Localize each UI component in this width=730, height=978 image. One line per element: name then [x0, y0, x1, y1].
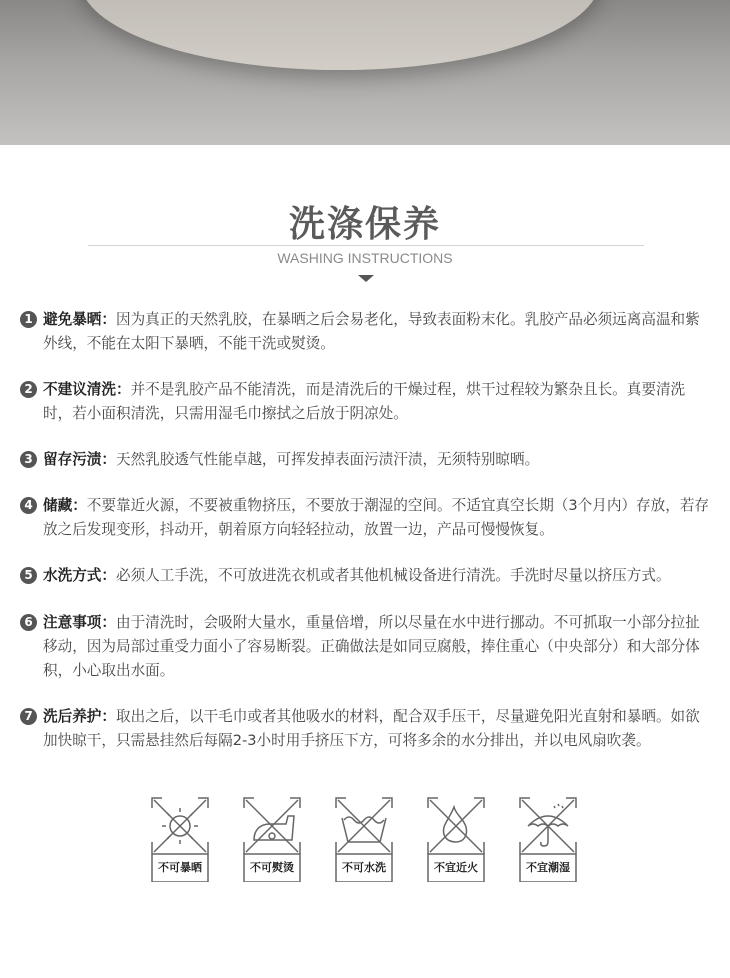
divider [88, 245, 644, 246]
no-sun-icon [150, 796, 210, 882]
item-text: 因为真正的天然乳胶，在暴晒之后会易老化，导致表面粉末化。乳胶产品必须远离高温和紫外线，不能在太阳下暴晒，不能干洗或熨烫。 [43, 311, 700, 352]
number-badge: 1 [20, 311, 37, 328]
item-label: 留存污渍： [43, 451, 116, 468]
product-photo-banner [0, 0, 730, 145]
item-label: 避免暴晒： [43, 311, 116, 328]
number-badge: 2 [20, 381, 37, 398]
icon-label: 不可水洗 [342, 861, 386, 874]
number-badge: 6 [20, 614, 37, 631]
instruction-item [20, 494, 710, 542]
number-badge: 7 [20, 708, 37, 725]
no-wash-icon [334, 796, 394, 882]
number-badge: 5 [20, 567, 37, 584]
instruction-item [20, 705, 710, 753]
item-text: 取出之后，以干毛巾或者其他吸水的材料，配合双手压干，尽量避免阳光直射和暴晒。如欲加快晾干，只需悬挂然后每隔2-3小时用手挤压下方，可将多余的水分排出，并以电风扇吹袭。 [43, 708, 700, 749]
page-title: 洗涤保养 [288, 204, 441, 245]
item-text: 由于清洗时，会吸附大量水，重量倍增，所以尽量在水中进行挪动。不可抓取一小部分拉扯移动，因为局部过重受力面小了容易断裂。正确做法是如同豆腐般，捧住重心（中央部分）和大部分体积，小心取出水面。 [43, 614, 700, 679]
item-label: 水洗方式： [43, 567, 116, 584]
triangle-down-icon [358, 275, 374, 282]
item-text: 并不是乳胶产品不能清洗，而是清洗后的干燥过程，烘干过程较为繁杂且长。真要清洗时，若小面积清洗，只需用湿毛巾擦拭之后放于阴凉处。 [43, 381, 686, 422]
no-iron-icon [242, 796, 302, 882]
instruction-item [20, 564, 710, 588]
icon-label: 不可熨烫 [250, 861, 294, 874]
no-fire-icon [426, 796, 486, 882]
instruction-item [20, 448, 710, 472]
item-label: 洗后养护： [43, 708, 116, 725]
icon-label: 不宜潮湿 [526, 861, 570, 874]
item-label: 注意事项： [43, 614, 116, 631]
no-damp-icon [518, 796, 578, 882]
icon-label: 不宜近火 [434, 861, 478, 874]
instruction-item [20, 378, 710, 426]
item-text: 必须人工手洗，不可放进洗衣机或者其他机械设备进行清洗。手洗时尽量以挤压方式。 [115, 567, 671, 584]
care-icons [150, 796, 578, 882]
icon-label: 不可暴晒 [158, 861, 202, 874]
item-label: 储藏： [43, 497, 87, 514]
item-text: 不要靠近火源，不要被重物挤压，不要放于潮湿的空间。不适宜真空长期（3个月内）存放，若存放之后发现变形，抖动开，朝着原方向轻轻拉动，放置一边，产品可慢慢恢复。 [43, 497, 710, 538]
item-label: 不建议清洗： [43, 381, 131, 398]
number-badge: 4 [20, 497, 37, 514]
page-subtitle: WASHING INSTRUCTIONS [277, 250, 453, 266]
item-text: 天然乳胶透气性能卓越，可挥发掉表面污渍汗渍，无须特别晾晒。 [115, 451, 540, 468]
instruction-item [20, 308, 710, 356]
number-badge: 3 [20, 451, 37, 468]
instruction-item [20, 611, 710, 683]
pillow-image [80, 0, 600, 70]
